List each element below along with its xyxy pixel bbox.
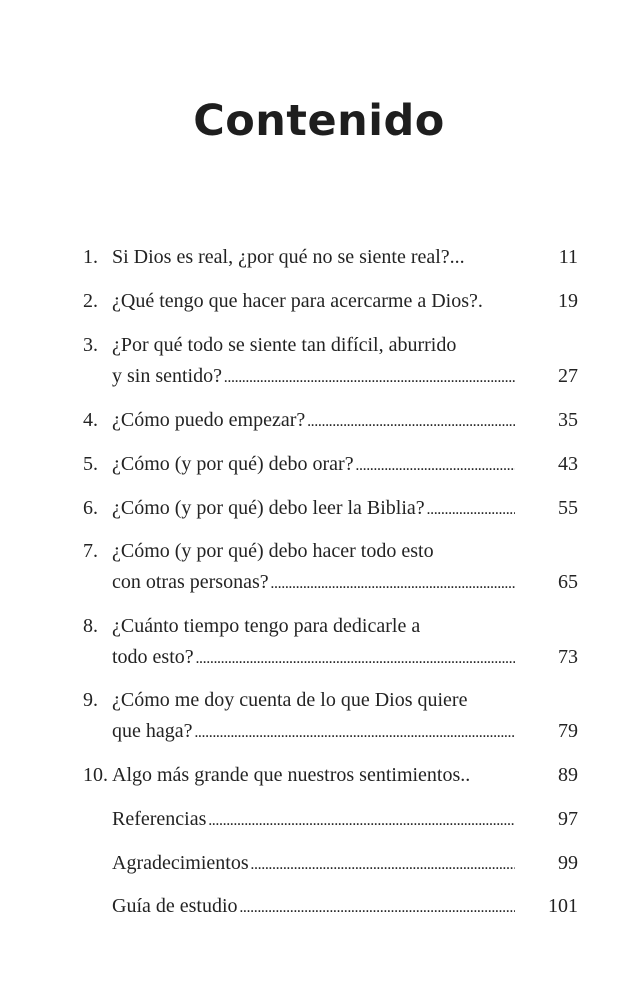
toc-entry-title: ¿Qué tengo que hacer para acercarme a Dios?. (112, 290, 483, 312)
toc-entry-title: Referencias . . . (112, 805, 515, 835)
toc-entry-8[interactable] (0, 612, 638, 640)
toc-entry-title-continued: que haga? . . . (112, 717, 515, 747)
toc-entry-title: ¿Cuánto tiempo tengo para dedicarle a (112, 615, 421, 637)
toc-entry-page: 79 (558, 720, 578, 742)
toc-entry-title: ¿Cómo (y por qué) debo hacer todo esto (112, 540, 434, 562)
toc-entry-2[interactable] (0, 287, 638, 315)
toc-entry-number: 8. (83, 615, 98, 637)
toc-entry-page: 11 (558, 246, 578, 268)
toc-entry-title: Algo más grande que nuestros sentimientos.. (112, 764, 471, 786)
toc-entry-number: 6. (83, 497, 98, 519)
toc-entry-number: 1. (83, 246, 98, 268)
toc-entry-number: 7. (83, 540, 98, 562)
toc-entry-number: 4. (83, 409, 98, 431)
toc-entry-page: 65 (558, 571, 578, 593)
toc-entry-title: ¿Cómo (y por qué) debo leer la Biblia? . . . (112, 494, 515, 524)
toc-entry-page: 27 (558, 365, 578, 387)
toc-entry-1[interactable] (0, 243, 638, 271)
toc-entry-5[interactable] (0, 450, 638, 478)
toc-entry-page: 55 (558, 497, 578, 519)
toc-entry-page: 19 (558, 290, 578, 312)
toc-entry-page: 101 (548, 895, 578, 917)
toc-entry-7[interactable] (0, 537, 638, 565)
toc-entry-title: ¿Cómo me doy cuenta de lo que Dios quiere (112, 689, 468, 711)
toc-entry-page: 89 (558, 764, 578, 786)
toc-entry-number: 2. (83, 290, 98, 312)
toc-entry-number: 3. (83, 334, 98, 356)
toc-entry-number: 9. (83, 689, 98, 711)
toc-entry-guia-de-estudio[interactable] (0, 892, 638, 920)
toc-entry-8-continued[interactable] (0, 643, 638, 671)
toc-entry-page: 43 (558, 453, 578, 475)
toc-entry-title-continued: y sin sentido? . . . (112, 362, 515, 392)
toc-entry-page: 73 (558, 646, 578, 668)
toc-entry-agradecimientos[interactable] (0, 849, 638, 877)
toc-entry-title: ¿Por qué todo se siente tan difícil, aburrido (112, 334, 457, 356)
toc-entry-9[interactable] (0, 686, 638, 714)
toc-entry-number: 10. (83, 764, 108, 786)
toc-entry-title-continued: todo esto? . . . (112, 643, 515, 673)
toc-entry-title: ¿Cómo (y por qué) debo orar? . . . (112, 450, 515, 480)
toc-entry-6[interactable] (0, 494, 638, 522)
toc-entry-9-continued[interactable] (0, 717, 638, 745)
toc-entry-page: 97 (558, 808, 578, 830)
toc-entry-title: Si Dios es real, ¿por qué no se siente real?... (112, 246, 465, 268)
toc-entry-title: ¿Cómo puedo empezar? . . . (112, 406, 515, 436)
toc-entry-page: 35 (558, 409, 578, 431)
toc-entry-referencias[interactable] (0, 805, 638, 833)
toc-entry-page: 99 (558, 852, 578, 874)
toc-entry-4[interactable] (0, 406, 638, 434)
toc-entry-3[interactable] (0, 331, 638, 359)
toc-entry-10[interactable] (0, 761, 638, 789)
toc-entry-3-continued[interactable] (0, 362, 638, 390)
toc-entry-title: Agradecimientos . . . (112, 849, 515, 879)
toc-entry-7-continued[interactable] (0, 568, 638, 596)
page-title: Contenido (193, 96, 445, 146)
toc-entry-number: 5. (83, 453, 98, 475)
toc-entry-title: Guía de estudio . . . (112, 892, 515, 922)
toc-entry-title-continued: con otras personas? . . . (112, 568, 515, 598)
